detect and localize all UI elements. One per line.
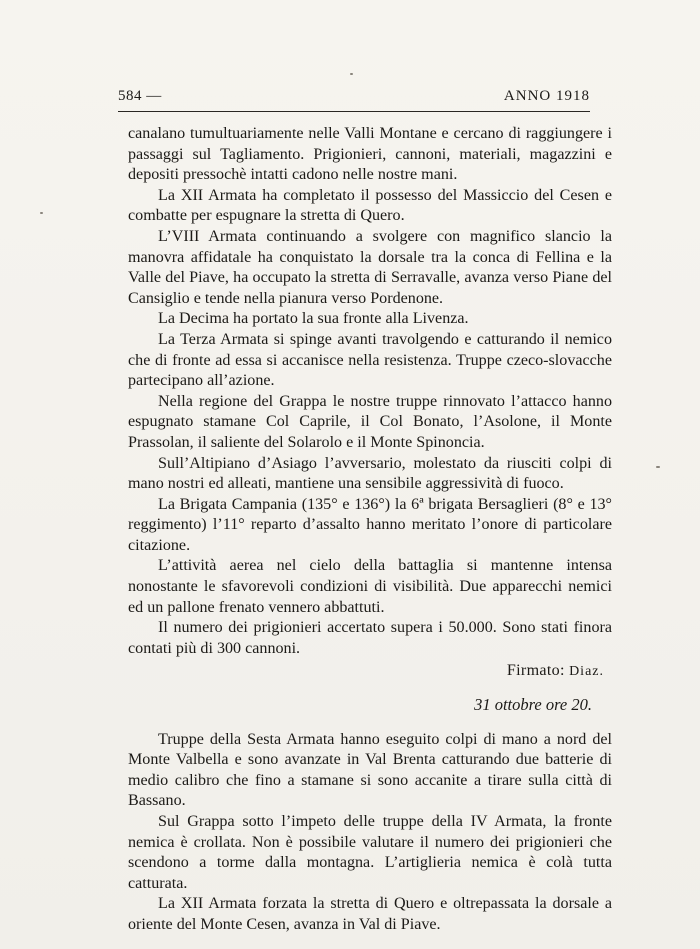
paragraph: La Terza Armata si spinge avanti travolgendo e catturando il nemico che di fronte ad essa si accanisce nella resistenza. Truppe czeco-slovacche partecipano all’azione. [128, 330, 612, 390]
paper-speck [350, 73, 353, 75]
header-rule [118, 111, 590, 112]
dateline: 31 ottobre ore 20. [474, 695, 592, 715]
signature [128, 661, 612, 683]
signature-label: Firmato: [506, 662, 565, 680]
paragraph: Sul Grappa sotto l’impeto delle truppe della IV Armata, la fronte nemica è crollata. Non è possibile valutare il numero dei prigionieri che scendono a torme dalla montagna. L’artiglieria nemica è colà tutta catturata. [128, 813, 612, 892]
paragraph: Il numero dei prigionieri accertato supera i 50.000. Sono stati finora contati più di 300 cannoni. [128, 619, 612, 657]
paragraph: Sull’Altipiano d’Asiago l’avversario, molestato da riusciti colpi di mano nostri ed alleati, mantiene una sensibile aggressività di fuoco. [128, 454, 612, 493]
paper-speck [40, 212, 43, 214]
paragraph: L’attività aerea nel cielo della battaglia si mantenne intensa nonostante le sfavorevoli condizioni di visibilità. Due apparecchi nemici ed un pallone frenato vennero abbattuti. [128, 557, 612, 616]
paragraph: La Brigata Campania (135° e 136°) la 6ª brigata Bersaglieri (8° e 13° reggimento) l’11° reparto d’assalto hanno meritato l’onore di particolare citazione. [128, 495, 612, 554]
paragraph: La XII Armata ha completato il possesso del Massiccio del Cesen e combatte per espugnare la stretta di Quero. [128, 186, 612, 225]
page-header [118, 88, 590, 112]
paragraph: L’VIII Armata continuando a svolgere con magnifico slancio la manovra affidatale ha conquistato la dorsale tra la conca di Fellina e la Valle del Piave, ha occupato la stretta di Serravalle, avanza verso Piane del Cansiglio e tende nella pianura verso Pordenone. [128, 227, 612, 307]
paper-speck [656, 466, 660, 468]
paragraph: La XII Armata forzata la stretta di Quero e oltrepassata la dorsale a oriente del Monte Cesen, avanza in Val di Piave. [128, 895, 612, 933]
paragraph: canalano tumultuariamente nelle Valli Montane e cercano di raggiungere i passaggi sul Tagliamento. Prigionieri, cannoni, materiali, magazzini e depositi pressochè intatti cadono nelle nostre mani. [128, 125, 612, 184]
paragraph: Truppe della Sesta Armata hanno eseguito colpi di mano a nord del Monte Valbella e sono avanzate in Val Brenta catturando due batterie di medio calibro che fino a stamane si sono accanite a tirare sulla città di Bassano. [128, 730, 612, 810]
signature-name: Diaz. [569, 664, 604, 680]
paragraph: La Decima ha portato la sua fronte alla Livenza. [158, 310, 469, 328]
running-head: ANNO 1918 [503, 88, 590, 104]
paragraph: Nella regione del Grappa le nostre truppe rinnovato l’attacco hanno espugnato stamane Col Caprile, il Col Bonato, l’Asolone, il Monte Prassolan, il saliente del Solarolo e il Monte Spinoncia. [128, 392, 612, 451]
page-body [128, 124, 612, 936]
page-number: 584 — [118, 88, 162, 104]
